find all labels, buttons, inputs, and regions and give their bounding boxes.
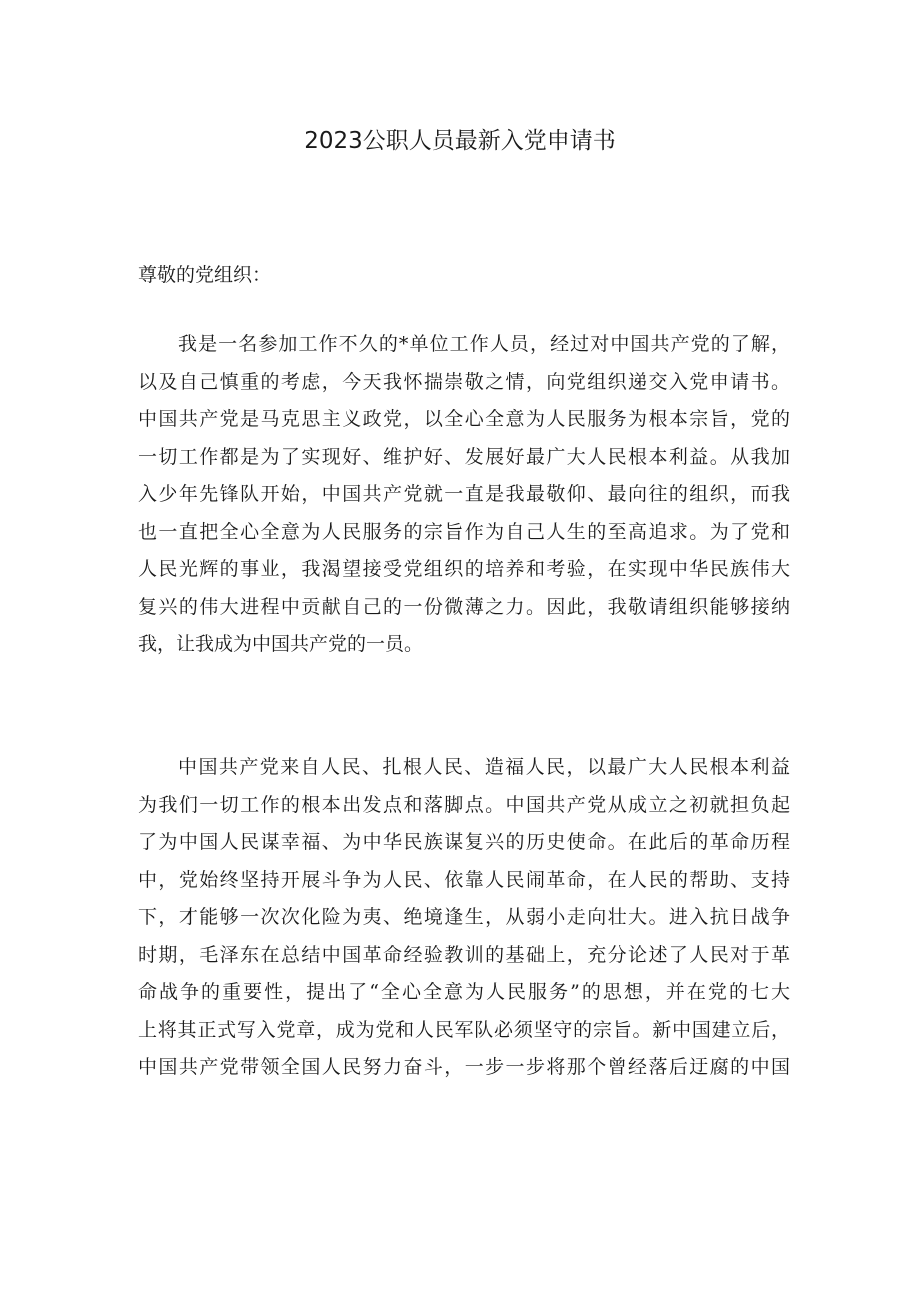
paragraph-line: 入少年先锋队开始，中国共产党就一直是我最敬仰、最向往的组织，而我 [138,483,790,505]
paragraph-line: 一切工作都是为了实现好、维护好、发展好最广大人民根本利益。从我加 [138,445,790,468]
paragraph-line: 也一直把全心全意为人民服务的宗旨作为自己人生的至高追求。为了党和 [138,520,790,543]
paragraph-line: 我是一名参加工作不久的*单位工作人员，经过对中国共产党的了解， [178,333,790,355]
paragraph-line: 中国共产党带领全国人民努力奋斗，一步一步将那个曾经落后迂腐的中国 [138,1056,790,1078]
salutation: 尊敬的党组织： [138,264,272,286]
paragraph-line: 了为中国人民谋幸福、为中华民族谋复兴的历史使命。在此后的革命历程 [138,831,790,853]
paragraph-line: 中，党始终坚持开展斗争为人民、依靠人民闹革命，在人民的帮助、支持 [138,868,790,891]
paragraph-line: 人民光辉的事业，我渴望接受党组织的培养和考验，在实现中华民族伟大 [138,558,790,580]
paragraph-line: 下，才能够一次次化险为夷、绝境逢生，从弱小走向壮大。进入抗日战争 [138,906,790,928]
paragraph-2 [138,749,790,1087]
paragraph-line: 复兴的伟大进程中贡献自己的一份微薄之力。因此，我敬请组织能够接纳 [138,595,790,618]
paragraph-line: 为我们一切工作的根本出发点和落脚点。中国共产党从成立之初就担负起 [138,793,790,816]
document-title: 2023公职人员最新入党申请书 [304,128,616,154]
paragraph-line: 我，让我成为中国共产党的一员。 [138,633,424,655]
paragraph-line: 上将其正式写入党章，成为党和人民军队必须坚守的宗旨。新中国建立后， [138,1018,790,1041]
paragraph-line: 中国共产党是马克思主义政党，以全心全意为人民服务为根本宗旨，党的 [138,408,790,430]
paragraph-line: 以及自己慎重的考虑，今天我怀揣崇敬之情，向党组织递交入党申请书。 [138,370,790,393]
paragraph-line: 时期，毛泽东在总结中国革命经验教训的基础上，充分论述了人民对于革 [138,943,790,966]
paragraph-line: 中国共产党来自人民、扎根人民、造福人民，以最广大人民根本利益 [178,756,790,778]
paragraph-1 [138,326,790,664]
paragraph-line: 命战争的重要性，提出了“全心全意为人民服务”的思想，并在党的七大 [138,981,790,1003]
